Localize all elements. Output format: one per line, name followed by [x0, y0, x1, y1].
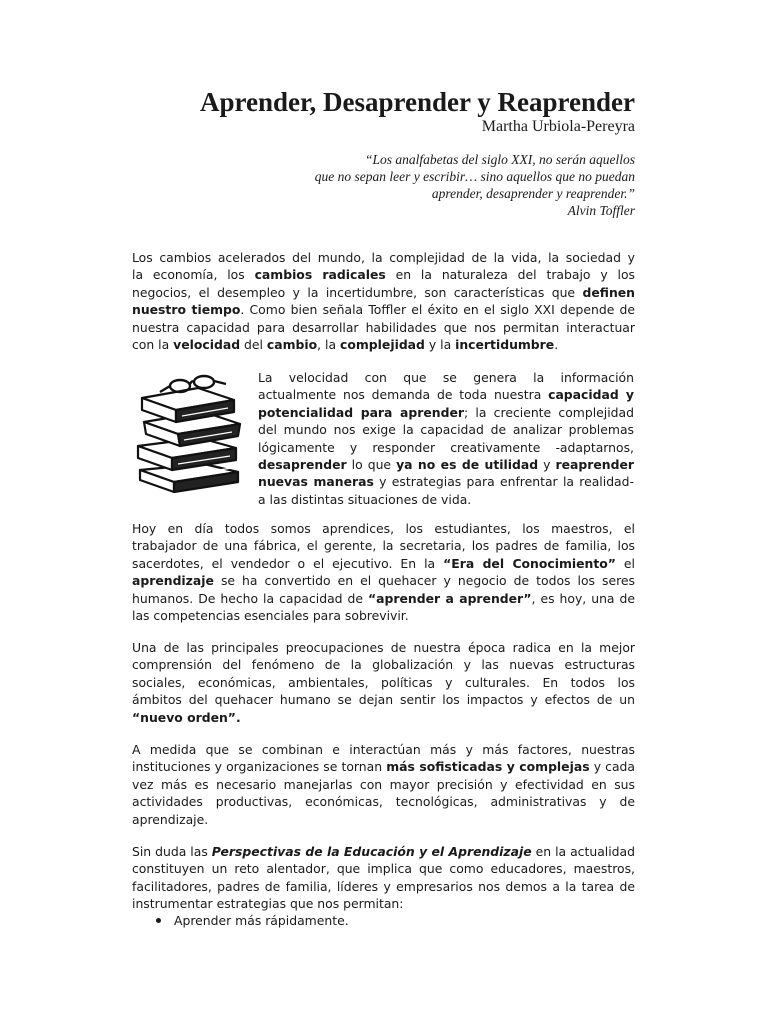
quote-line: que no sepan leer y escribir… sino aquellos que no puedan	[314, 169, 635, 184]
text-line: nuestra capacidad para desarrollar habilidades que nos permitan interactuar	[132, 319, 635, 335]
text-line: nuestro tiempo. Como bien señala Toffler el éxito en el siglo XXI depende de	[132, 302, 635, 318]
quote-line: “Los analfabetas del siglo XXI, no serán aquellos	[365, 152, 635, 167]
text-line: aprendizaje se ha convertido en el quehacer y negocio de todos los seres	[132, 573, 635, 589]
text-line: del mundo nos exige la capacidad de analizar problemas	[258, 422, 634, 438]
text-line: Una de las principales preocupaciones de nuestra época radica en la mejor	[132, 640, 635, 655]
text-line: constituyen un reto alentador, que implica que como educadores, maestros,	[132, 861, 635, 877]
paragraph-1	[132, 249, 635, 353]
text-line: la economía, los cambios radicales en la naturaleza del trabajo y los	[132, 267, 636, 283]
text-line: facilitadores, padres de familia, líderes y empresarios nos demos a la tarea de	[132, 878, 635, 894]
text-line: comprensión del fenómeno de la globalización y las nuevas estructuras	[132, 657, 635, 673]
list-item	[152, 912, 632, 929]
author-name: Martha Urbiola-Pereyra	[481, 118, 635, 135]
text-line: Los cambios acelerados del mundo, la complejidad de la vida, la sociedad y	[132, 250, 635, 265]
text-line: humanos. De hecho la capacidad de “aprender a aprender”, es hoy, una de	[132, 590, 636, 606]
stacked-books-illustration	[134, 372, 246, 494]
text-line: sacerdotes, el vendedor o el ejecutivo. En la “Era del Conocimiento” el	[132, 555, 635, 571]
paragraph-2	[258, 369, 634, 508]
text-line: instituciones y organizaciones se tornan más sofisticadas y complejas y cada	[132, 759, 635, 775]
bullet-list	[152, 912, 632, 929]
text-line: “nuevo orden”.	[132, 709, 241, 725]
quote-line: aprender, desaprender y reaprender.”	[431, 186, 635, 201]
text-line: instrumentar estrategias que nos permitan:	[132, 896, 404, 912]
text-line: Sin duda las Perspectivas de la Educación y el Aprendizaje en la actualidad	[132, 844, 635, 859]
text-line: actualmente nos demanda de toda nuestra capacidad y	[258, 387, 634, 403]
text-line: vez más es necesario manejarlas con mayor precisión y efectividad en sus	[132, 776, 635, 792]
list-item-text: Aprender más rápidamente.	[174, 913, 349, 928]
text-line: Hoy en día todos somos aprendices, los estudiantes, los maestros, el	[132, 521, 635, 536]
text-line: negocios, el desempleo y la incertidumbre, son características que definen	[132, 284, 635, 300]
text-line: nuevas maneras y estrategias para enfrentar la realidad-	[258, 474, 634, 490]
quote-attribution: Alvin Toffler	[567, 203, 635, 218]
text-line: a las distintas situaciones de vida.	[258, 491, 472, 507]
document-title: Aprender, Desaprender y Reaprender	[200, 87, 635, 117]
epigraph-quote	[250, 151, 635, 219]
text-line: desaprender lo que ya no es de utilidad y reaprender	[258, 456, 634, 472]
paragraph-6	[132, 843, 635, 913]
paragraph-4	[132, 639, 635, 726]
text-line: con la velocidad del cambio, la complejidad y la incertidumbre.	[132, 336, 559, 352]
text-line: las competencias esenciales para sobrevivir.	[132, 607, 409, 623]
bullet-icon	[156, 918, 161, 923]
paragraph-3	[132, 520, 635, 624]
text-line: ámbitos del quehacer humano se dejan sentir los impactos y efectos de un	[132, 692, 635, 708]
text-line: aprendizaje.	[132, 811, 209, 827]
text-line: La velocidad con que se genera la información	[258, 370, 634, 385]
text-line: A medida que se combinan e interactúan más y más factores, nuestras	[132, 742, 635, 757]
text-line: potencialidad para aprender; la creciente complejidad	[258, 404, 635, 420]
text-line: sociales, económicas, ambientales, políticas y culturales. En todos los	[132, 674, 635, 690]
text-line: trabajador de una fábrica, el gerente, la secretaria, los padres de familia, los	[132, 538, 635, 554]
paragraph-5	[132, 741, 635, 828]
text-line: actividades productivas, económicas, tecnológicas, administrativas y de	[132, 794, 635, 810]
text-line: lógicamente y responder creativamente -adaptarnos,	[258, 439, 634, 455]
